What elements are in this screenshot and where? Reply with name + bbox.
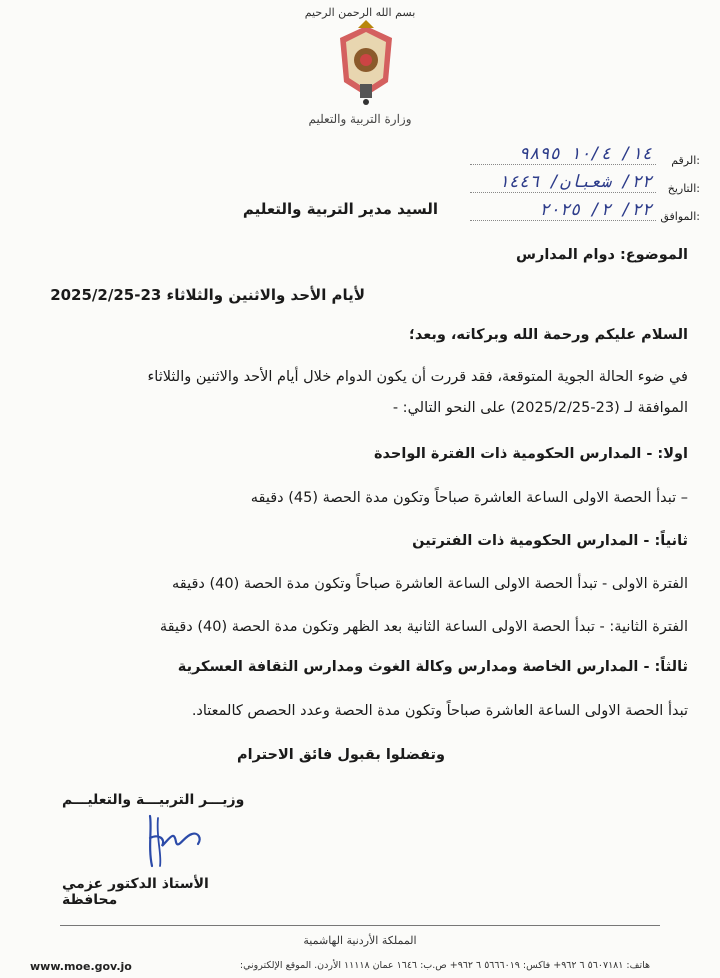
signatory-title: وزيـــر التربيـــة والتعليـــم [62, 792, 245, 808]
subject-dates: لأيام الأحد والاثنين والثلاثاء 23-2025/2/25 [50, 286, 365, 304]
subject: الموضوع: دوام المدارس [515, 247, 688, 263]
royal-header-line: بسم الله الرحمن الرحيم [304, 6, 416, 19]
intro-line-2: الموافقة لـ (23-2025/2/25) على النحو التالي: - [392, 400, 688, 416]
hijri-date-value: ٢٢/ شعبان/ ١٤٤٦ [498, 172, 652, 192]
section-2-second-shift: الفترة الثانية: - تبدأ الحصة الاولى الساعة الثانية بعد الظهر وتكون مدة الحصة (40) دقيقة [159, 619, 688, 635]
addressee: السيد مدير التربية والتعليم [242, 200, 438, 218]
gregorian-date-label: الموافق: [660, 210, 700, 223]
closing: وتفضلوا بقبول فائق الاحترام [237, 747, 445, 763]
intro-line-1: في ضوء الحالة الجوية المتوقعة، فقد قررت أن يكون الدوام خلال أيام الأحد والاثنين والثلاثاء [147, 369, 688, 385]
handwritten-signature-icon [140, 808, 210, 868]
footer-divider [60, 925, 660, 926]
footer-website-link[interactable]: www.moe.gov.jo [30, 960, 132, 973]
gregorian-date-value: ٢٢/ ٢/ ٢٠٢٥ [539, 200, 652, 220]
section-3-body: تبدأ الحصة الاولى الساعة العاشرة صباحاً وتكون مدة الحصة وعدد الحصص كالمعتاد. [191, 703, 688, 719]
footer-contact-info: هاتف: ٥٦٠٧١٨١ ٦ ٩٦٢+ فاكس: ٥٦٦٦٠١٩ ٦ ٩٦٢+ ص.ب: ١٦٤٦ عمان ١١١١٨ الأردن. الموقع الإلكتروني: [239, 960, 650, 971]
signatory-name: الأستاذ الدكتور عزمي محافظة [62, 876, 209, 908]
reference-number-row [470, 144, 700, 170]
section-2-first-shift: الفترة الاولى - تبدأ الحصة الاولى الساعة العاشرة صباحاً وتكون مدة الحصة (40) دقيقه [172, 576, 688, 592]
reference-value: ١٤/ ١٠/٤ ٩٨٩٥ [518, 144, 652, 164]
section-1-body: – تبدأ الحصة الاولى الساعة العاشرة صباحاً وتكون مدة الحصة (45) دقيقه [250, 490, 688, 506]
footer-kingdom: المملكة الأردنية الهاشمية [303, 934, 417, 947]
hijri-date-row [470, 172, 700, 198]
jordan-coat-of-arms-icon [326, 20, 406, 106]
section-1-title: اولا: - المدارس الحكومية ذات الفترة الواحدة [374, 446, 688, 462]
hijri-date-label: التاريخ: [667, 182, 700, 195]
section-3-title: ثالثاً: - المدارس الخاصة ومدارس وكالة الغوث ومدارس الثقافة العسكرية [177, 659, 688, 675]
ministry-name: وزارة التربية والتعليم [308, 112, 412, 126]
greeting: السلام عليكم ورحمة الله وبركاته، وبعد؛ [409, 327, 688, 343]
section-2-title: ثانياً: - المدارس الحكومية ذات الفترتين [412, 533, 688, 549]
reference-label: الرقم: [671, 154, 700, 167]
gregorian-date-row [470, 200, 700, 226]
